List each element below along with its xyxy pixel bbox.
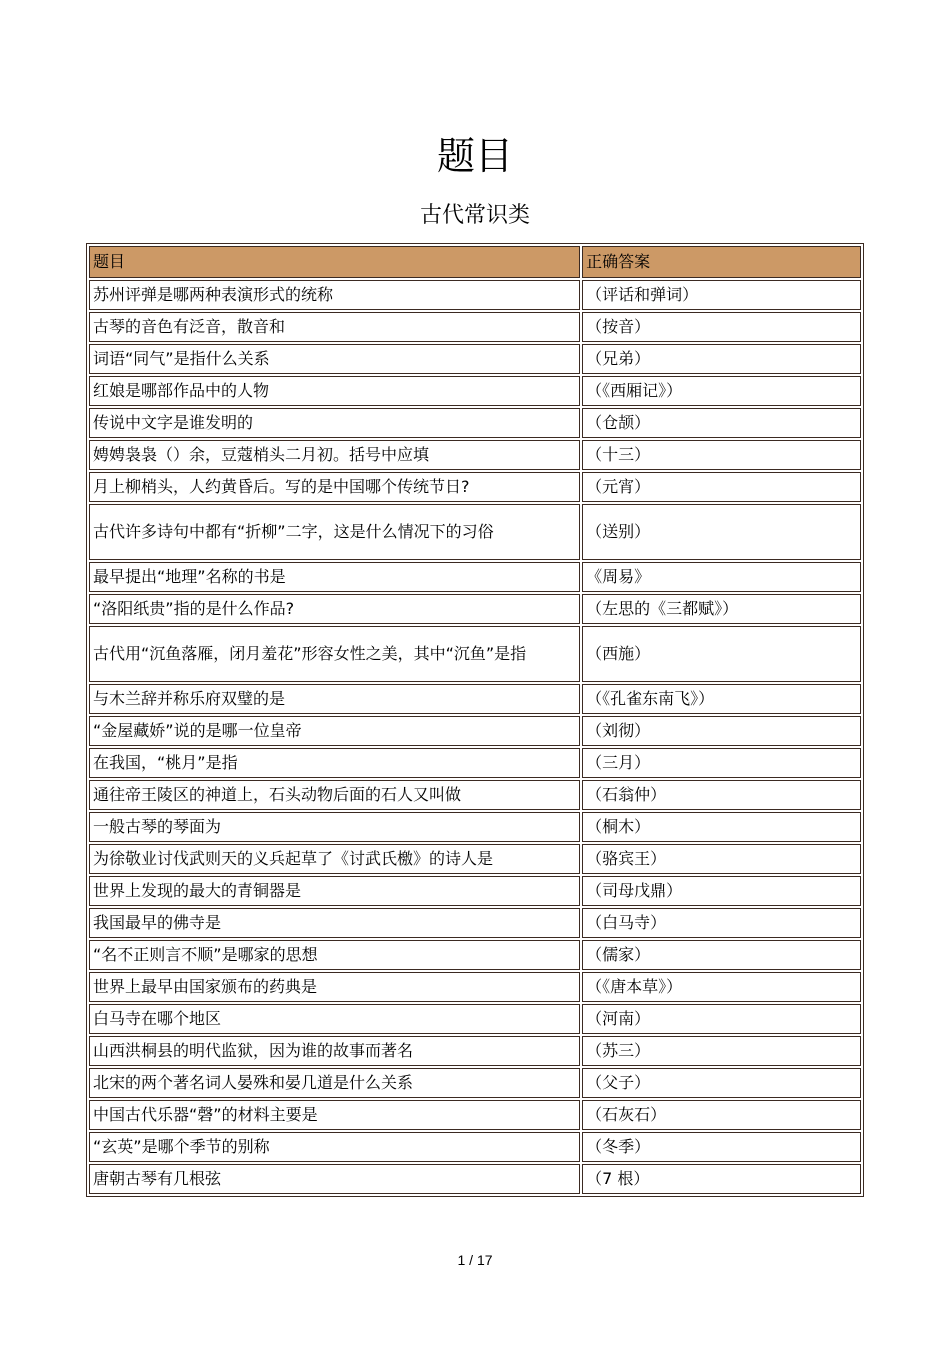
question-cell: 词语“同气”是指什么关系 [89,344,580,374]
answer-cell: （十三） [582,440,861,470]
answer-cell: （司母戊鼎） [582,876,861,906]
question-cell: 白马寺在哪个地区 [89,1004,580,1034]
table-row [89,1164,861,1194]
table-row [89,440,861,470]
table-row [89,748,861,778]
table-row [89,876,861,906]
table-row [89,504,861,560]
question-cell: 中国古代乐器“磬”的材料主要是 [89,1100,580,1130]
table-row [89,472,861,502]
header-answer: 正确答案 [582,246,861,278]
question-cell: “金屋藏娇”说的是哪一位皇帝 [89,716,580,746]
question-cell: 一般古琴的琴面为 [89,812,580,842]
answer-cell: （按音） [582,312,861,342]
table-row [89,684,861,714]
question-cell: 北宋的两个著名词人晏殊和晏几道是什么关系 [89,1068,580,1098]
table-row [89,940,861,970]
answer-cell: （兄弟） [582,344,861,374]
question-cell: 红娘是哪部作品中的人物 [89,376,580,406]
question-cell: 古琴的音色有泛音，散音和 [89,312,580,342]
answer-cell: （白马寺） [582,908,861,938]
answer-cell: （《孔雀东南飞》） [582,684,861,714]
question-cell: 通往帝王陵区的神道上，石头动物后面的石人又叫做 [89,780,580,810]
table-row [89,908,861,938]
question-cell: 我国最早的佛寺是 [89,908,580,938]
question-cell: 为徐敬业讨伐武则天的义兵起草了《讨武氏檄》的诗人是 [89,844,580,874]
table-row [89,812,861,842]
question-cell: 苏州评弹是哪两种表演形式的统称 [89,280,580,310]
question-cell: 在我国，“桃月”是指 [89,748,580,778]
table-row [89,1036,861,1066]
page-number: 1 / 17 [457,1252,493,1268]
table-row [89,562,861,592]
question-cell: 最早提出“地理”名称的书是 [89,562,580,592]
answer-cell: （仓颉） [582,408,861,438]
question-cell: 山西洪桐县的明代监狱，因为谁的故事而著名 [89,1036,580,1066]
answer-cell: （骆宾王） [582,844,861,874]
answer-cell: （评话和弹词） [582,280,861,310]
answer-cell: （桐木） [582,812,861,842]
answer-cell: （西施） [582,626,861,682]
table-row [89,626,861,682]
answer-cell: （苏三） [582,1036,861,1066]
table-row [89,344,861,374]
answer-cell: （送别） [582,504,861,560]
table-row [89,780,861,810]
table-row [89,376,861,406]
question-cell: “洛阳纸贵”指的是什么作品? [89,594,580,624]
answer-cell: （冬季） [582,1132,861,1162]
answer-cell: （石翁仲） [582,780,861,810]
table-row [89,280,861,310]
answer-cell: （刘彻） [582,716,861,746]
qa-table [86,243,864,1197]
question-cell: 与木兰辞并称乐府双璧的是 [89,684,580,714]
page-title: 题目 [436,134,513,178]
question-cell: 古代用“沉鱼落雁，闭月羞花”形容女性之美，其中“沉鱼”是指 [89,626,580,682]
answer-cell: （元宵） [582,472,861,502]
question-cell: “名不正则言不顺”是哪家的思想 [89,940,580,970]
answer-cell: （左思的《三都赋》） [582,594,861,624]
answer-cell: （7 根） [582,1164,861,1194]
table-row [89,844,861,874]
answer-cell: （三月） [582,748,861,778]
question-cell: 世界上最早由国家颁布的药典是 [89,972,580,1002]
table-row [89,1132,861,1162]
answer-cell: （儒家） [582,940,861,970]
question-cell: 古代许多诗句中都有“折柳”二字，这是什么情况下的习俗 [89,504,580,560]
answer-cell: 《周易》 [582,562,861,592]
table-row [89,972,861,1002]
table-header-row [89,246,861,278]
question-cell: 月上柳梢头，人约黄昏后。写的是中国哪个传统节日? [89,472,580,502]
table-row [89,594,861,624]
question-cell: 娉娉袅袅（）余，豆蔻梢头二月初。括号中应填 [89,440,580,470]
question-cell: 唐朝古琴有几根弦 [89,1164,580,1194]
table-row [89,716,861,746]
answer-cell: （《唐本草》） [582,972,861,1002]
table-row [89,1100,861,1130]
header-question: 题目 [89,246,580,278]
question-cell: 传说中文字是谁发明的 [89,408,580,438]
answer-cell: （河南） [582,1004,861,1034]
answer-cell: （石灰石） [582,1100,861,1130]
table-row [89,1068,861,1098]
section-title: 古代常识类 [419,203,530,228]
table-row [89,312,861,342]
question-cell: 世界上发现的最大的青铜器是 [89,876,580,906]
question-cell: “玄英”是哪个季节的别称 [89,1132,580,1162]
table-row [89,1004,861,1034]
table-row [89,408,861,438]
answer-cell: （《西厢记》） [582,376,861,406]
answer-cell: （父子） [582,1068,861,1098]
